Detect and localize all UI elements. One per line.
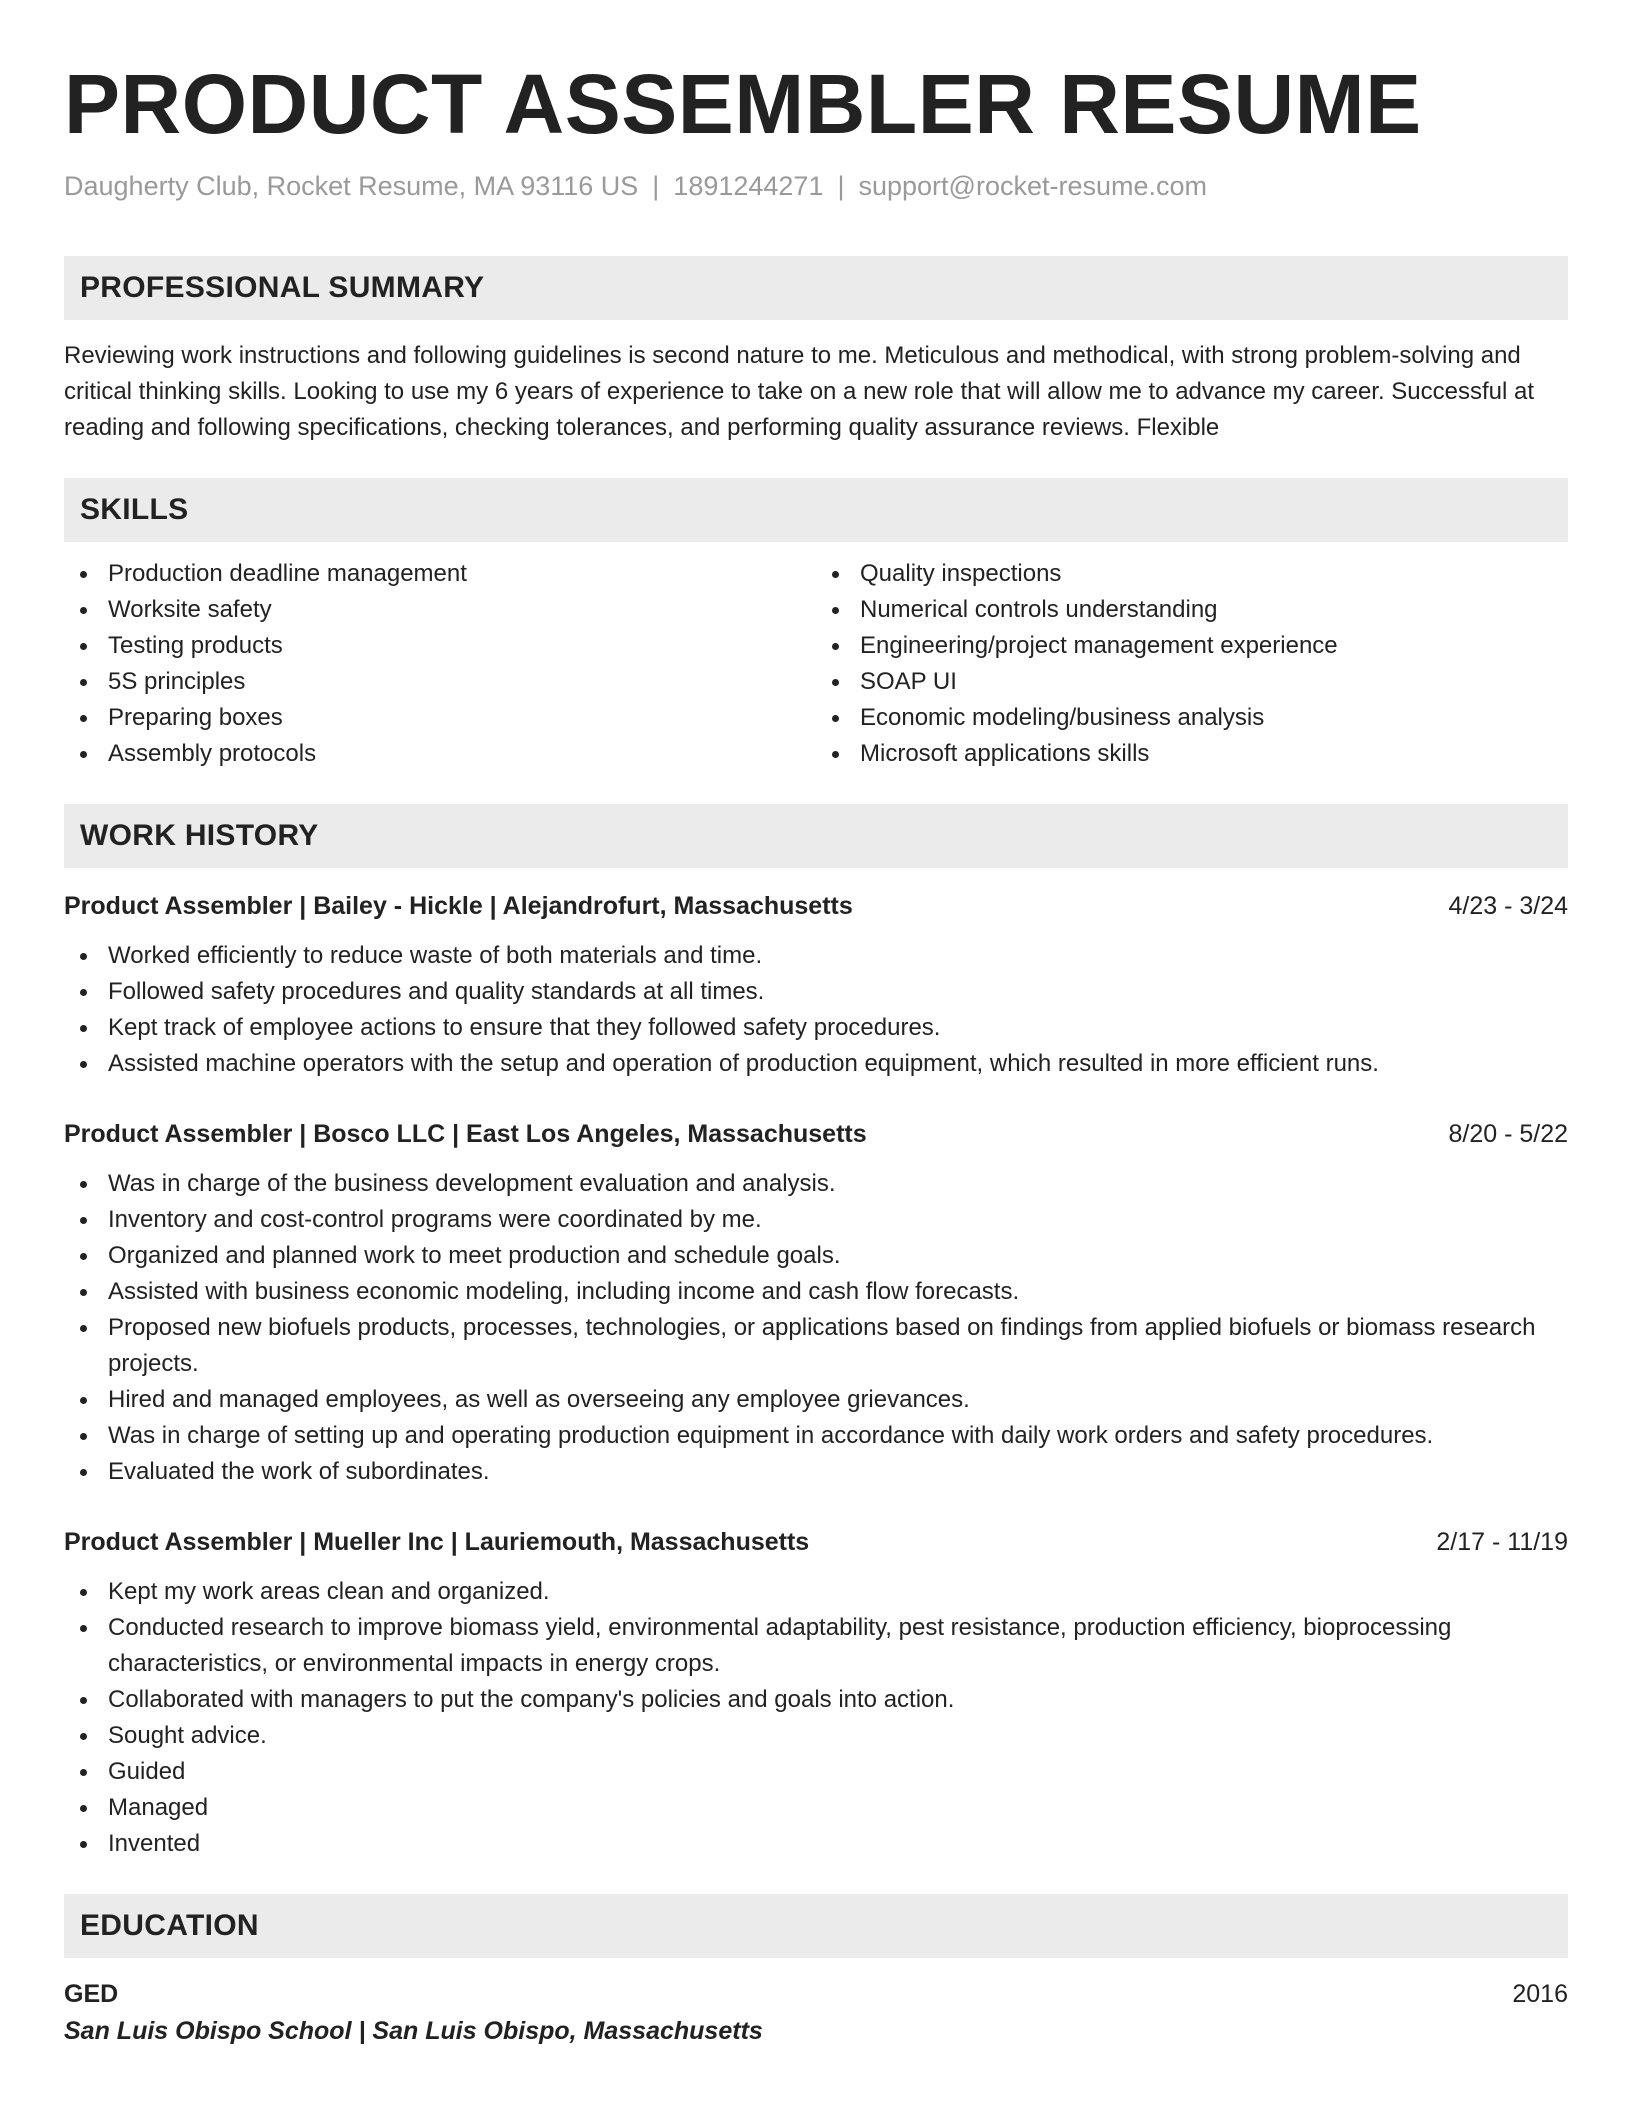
- job-bullet: Assisted with business economic modeling, including income and cash flow forecasts.: [64, 1274, 1568, 1310]
- job-dates: 4/23 - 3/24: [1448, 892, 1568, 920]
- skill-item: Economic modeling/business analysis: [816, 700, 1568, 736]
- skills-list: [64, 556, 1568, 772]
- job-bullets: [64, 1166, 1568, 1490]
- skill-item: Numerical controls understanding: [816, 592, 1568, 628]
- job-bullet: Collaborated with managers to put the company's policies and goals into action.: [64, 1682, 1568, 1718]
- skills-column-right: [816, 556, 1568, 772]
- contact-email: support@rocket-resume.com: [858, 171, 1208, 201]
- job-bullet: Hired and managed employees, as well as overseeing any employee grievances.: [64, 1382, 1568, 1418]
- skill-item: Production deadline management: [64, 556, 816, 592]
- contact-address: Daugherty Club, Rocket Resume, MA 93116 US: [64, 171, 639, 201]
- skill-item: Quality inspections: [816, 556, 1568, 592]
- contact-separator: |: [837, 171, 845, 201]
- resume-title: PRODUCT ASSEMBLER RESUME: [64, 57, 1422, 151]
- skills-heading: SKILLS: [64, 478, 1568, 542]
- skill-item: 5S principles: [64, 664, 816, 700]
- job-header: [64, 888, 1568, 924]
- skills-column-left: [64, 556, 816, 772]
- job-bullets: [64, 1574, 1568, 1862]
- skill-item: Testing products: [64, 628, 816, 664]
- summary-text: Reviewing work instructions and following guidelines is second nature to me. Meticulous and methodical, with strong problem-solving and critical thinking skills. Looking to use my 6 years of experience to take on a new role that will allow me to advance my career. Successful at reading and following specifications, checking tolerances, and performing quality assurance reviews. Flexible: [64, 342, 1535, 441]
- skill-item: SOAP UI: [816, 664, 1568, 700]
- education-year: 2016: [1512, 1980, 1568, 2008]
- skill-item: Preparing boxes: [64, 700, 816, 736]
- job-bullet: Assisted machine operators with the setup and operation of production equipment, which resulted in more efficient runs.: [64, 1046, 1568, 1082]
- job-title: Product Assembler | Bailey - Hickle | Alejandrofurt, Massachusetts: [64, 892, 853, 920]
- contact-phone: 1891244271: [673, 171, 824, 201]
- contact-line: [64, 168, 1568, 204]
- job-dates: 8/20 - 5/22: [1448, 1120, 1568, 1148]
- summary-heading: PROFESSIONAL SUMMARY: [64, 256, 1568, 320]
- skill-item: Engineering/project management experience: [816, 628, 1568, 664]
- job-bullet: Inventory and cost-control programs were coordinated by me.: [64, 1202, 1568, 1238]
- job-dates: 2/17 - 11/19: [1436, 1528, 1568, 1556]
- job-bullet: Managed: [64, 1790, 1568, 1826]
- job-bullet: Was in charge of setting up and operating production equipment in accordance with daily work orders and safety procedures.: [64, 1418, 1568, 1454]
- job-entry: [64, 888, 1568, 1082]
- job-entry: [64, 1116, 1568, 1490]
- job-bullet: Was in charge of the business development evaluation and analysis.: [64, 1166, 1568, 1202]
- skill-item: Assembly protocols: [64, 736, 816, 772]
- job-bullet: Kept track of employee actions to ensure that they followed safety procedures.: [64, 1010, 1568, 1046]
- education-heading: EDUCATION: [64, 1894, 1568, 1958]
- job-bullet: Followed safety procedures and quality standards at all times.: [64, 974, 1568, 1010]
- skill-item: Microsoft applications skills: [816, 736, 1568, 772]
- education-degree: GED: [64, 1980, 119, 2008]
- job-bullet: Evaluated the work of subordinates.: [64, 1454, 1568, 1490]
- skill-item: Worksite safety: [64, 592, 816, 628]
- job-bullet: Conducted research to improve biomass yield, environmental adaptability, pest resistance, production efficiency, bioprocessing characteristics, or environmental impacts in energy crops.: [64, 1610, 1568, 1682]
- job-bullet: Organized and planned work to meet production and schedule goals.: [64, 1238, 1568, 1274]
- job-title: Product Assembler | Mueller Inc | Lauriemouth, Massachusetts: [64, 1528, 810, 1556]
- job-bullet: Proposed new biofuels products, processes, technologies, or applications based on findings from applied biofuels or biomass research projects.: [64, 1310, 1568, 1382]
- job-bullets: [64, 938, 1568, 1082]
- job-bullet: Invented: [64, 1826, 1568, 1862]
- job-bullet: Guided: [64, 1754, 1568, 1790]
- education-entry: [64, 1976, 1568, 2050]
- job-bullet: Sought advice.: [64, 1718, 1568, 1754]
- job-entry: [64, 1524, 1568, 1862]
- job-header: [64, 1116, 1568, 1152]
- job-header: [64, 1524, 1568, 1560]
- work-history-heading: WORK HISTORY: [64, 804, 1568, 868]
- education-header: [64, 1976, 1568, 2012]
- job-title: Product Assembler | Bosco LLC | East Los Angeles, Massachusetts: [64, 1120, 867, 1148]
- contact-separator: |: [652, 171, 660, 201]
- job-bullet: Kept my work areas clean and organized.: [64, 1574, 1568, 1610]
- job-bullet: Worked efficiently to reduce waste of both materials and time.: [64, 938, 1568, 974]
- education-school: San Luis Obispo School | San Luis Obispo, Massachusetts: [64, 2017, 763, 2045]
